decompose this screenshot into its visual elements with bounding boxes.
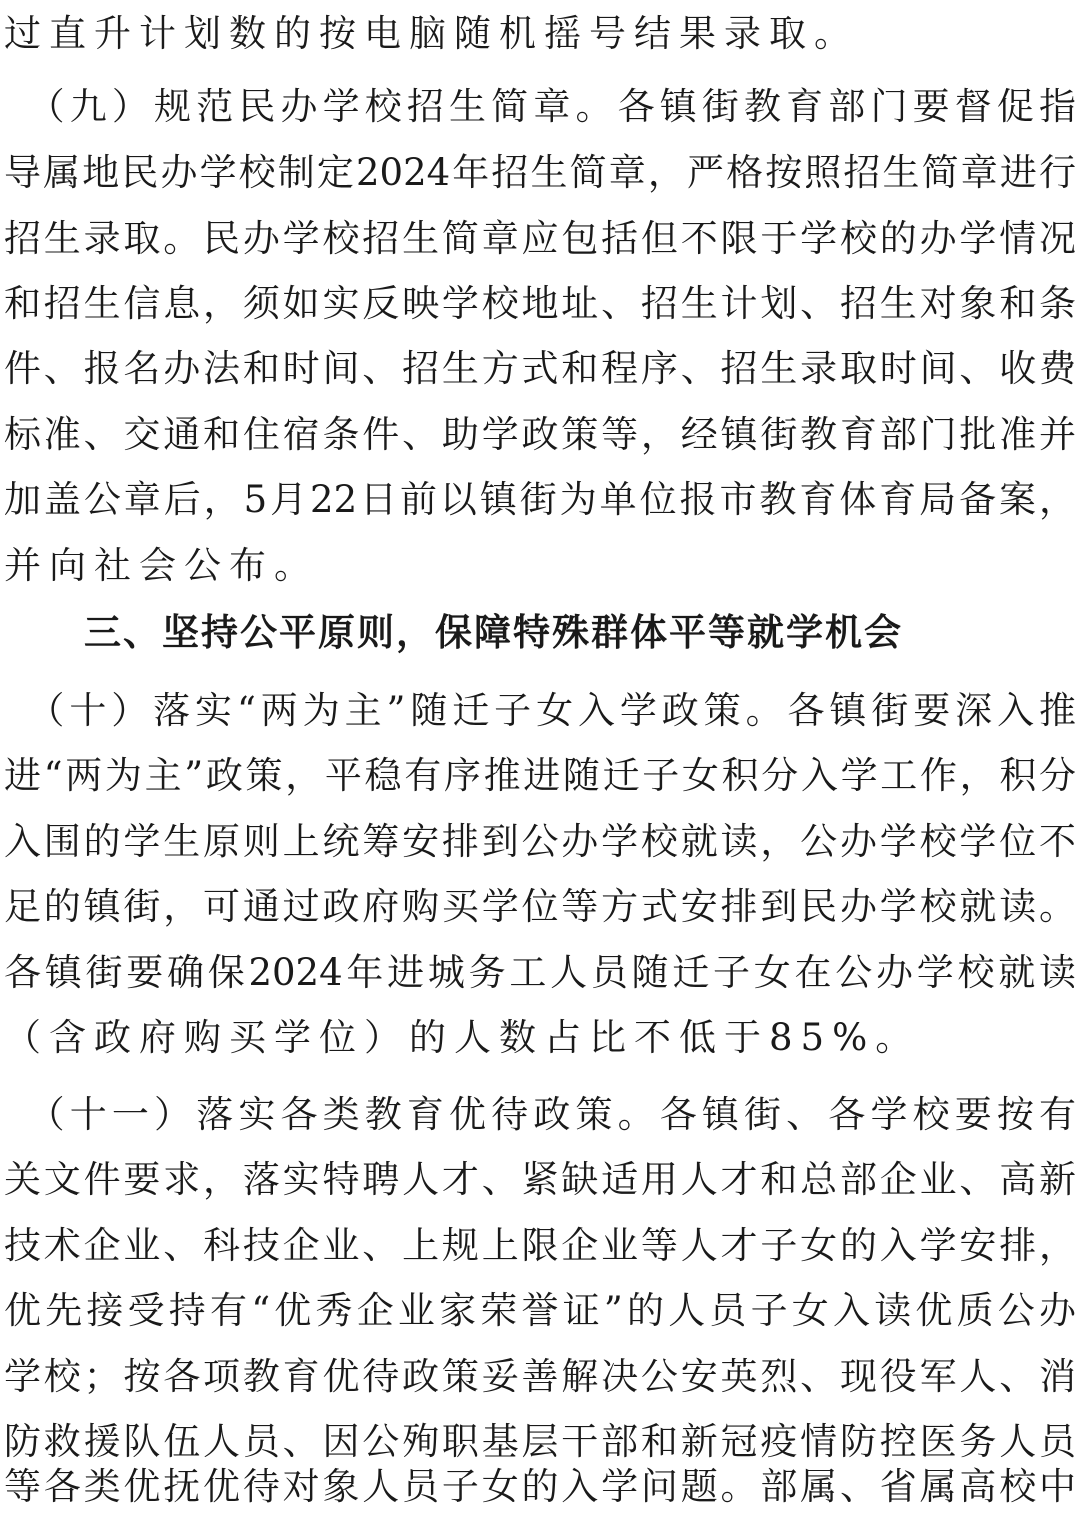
text-line: 和招生信息，须如实反映学校地址、招生计划、招生对象和条 bbox=[4, 282, 1076, 325]
text-line: 加盖公章后，5月22日前以镇街为单位报市教育体育局备案， bbox=[4, 478, 1076, 521]
text-line: 招生录取。民办学校招生简章应包括但不限于学校的办学情况 bbox=[4, 217, 1076, 260]
text-line: 优先接受持有“优秀企业家荣誉证”的人员子女入读优质公办 bbox=[4, 1289, 1076, 1332]
text-line: 导属地民办学校制定2024年招生简章，严格按照招生简章进行 bbox=[4, 151, 1076, 194]
text-line: 各镇街要确保2024年进城务工人员随迁子女在公办学校就读 bbox=[4, 951, 1076, 994]
text-line: 标准、交通和住宿条件、助学政策等，经镇街教育部门批准并 bbox=[4, 413, 1076, 456]
text-line: 关文件要求，落实特聘人才、紧缺适用人才和总部企业、高新 bbox=[4, 1158, 1076, 1201]
text-line: 入围的学生原则上统筹安排到公办学校就读，公办学校学位不 bbox=[4, 820, 1076, 863]
text-line: 技术企业、科技企业、上规上限企业等人才子女的入学安排， bbox=[4, 1224, 1076, 1267]
text-line: 进“两为主”政策，平稳有序推进随迁子女积分入学工作，积分 bbox=[4, 754, 1076, 797]
text-line: 并向社会公布。 bbox=[4, 544, 319, 587]
text-line: （九）规范民办学校招生简章。各镇街教育部门要督促指 bbox=[4, 85, 1076, 128]
text-line: 过直升计划数的按电脑随机摇号结果录取。 bbox=[4, 12, 859, 55]
text-line: 防救援队伍人员、因公殉职基层干部和新冠疫情防控医务人员 bbox=[4, 1420, 1076, 1463]
section-heading: 三、坚持公平原则，保障特殊群体平等就学机会 bbox=[84, 611, 903, 654]
text-line: （十一）落实各类教育优待政策。各镇街、各学校要按有 bbox=[4, 1093, 1076, 1136]
text-line: 等各类优抚优待对象人员子女的入学问题。部属、省属高校中 bbox=[4, 1465, 1076, 1508]
text-line: （十）落实“两为主”随迁子女入学政策。各镇街要深入推 bbox=[4, 689, 1076, 732]
text-line: （含政府购买学位）的人数占比不低于85%。 bbox=[4, 1016, 921, 1059]
text-line: 足的镇街，可通过政府购买学位等方式安排到民办学校就读。 bbox=[4, 885, 1076, 928]
text-line: 学校；按各项教育优待政策妥善解决公安英烈、现役军人、消 bbox=[4, 1355, 1076, 1398]
text-line: 件、报名办法和时间、招生方式和程序、招生录取时间、收费 bbox=[4, 347, 1076, 390]
